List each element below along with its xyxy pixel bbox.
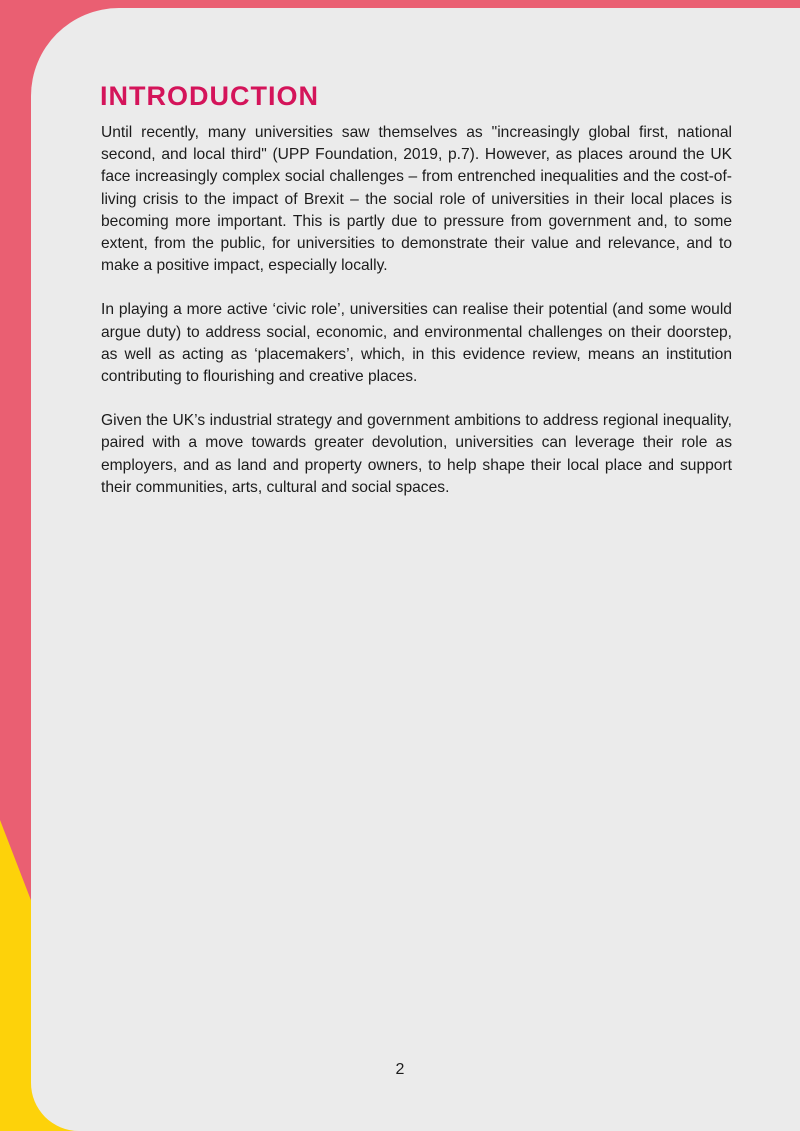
paragraph-3: Given the UK’s industrial strategy and government ambitions to address regional inequality, paired with a move towards greater devolution, universities can leverage their role as employers, and as land and property owners, to help shape their local place and support their communities, arts, cultural and social spaces. <box>101 412 732 496</box>
page-title: INTRODUCTION <box>100 81 319 111</box>
page-number: 2 <box>395 1061 405 1078</box>
paragraph-1: Until recently, many universities saw themselves as "increasingly global first, national second, and local third" (UPP Foundation, 2019, p.7). However, as places around the UK face increasingly complex social challenges – from entrenched inequalities and the cost-of-living crisis to the impact of Brexit – the social role of universities in their local places is becoming more important. This is partly due to pressure from government and, to some extent, from the public, for universities to demonstrate their value and relevance, and to make a positive impact, especially locally. <box>101 124 732 275</box>
body-text <box>101 122 732 521</box>
paragraph-2: In playing a more active ‘civic role’, universities can realise their potential (and some would argue duty) to address social, economic, and environmental challenges on their doorstep, as well as acting as ‘placemakers’, which, in this evidence review, means an institution contributing to flourishing and creative places. <box>101 301 732 386</box>
